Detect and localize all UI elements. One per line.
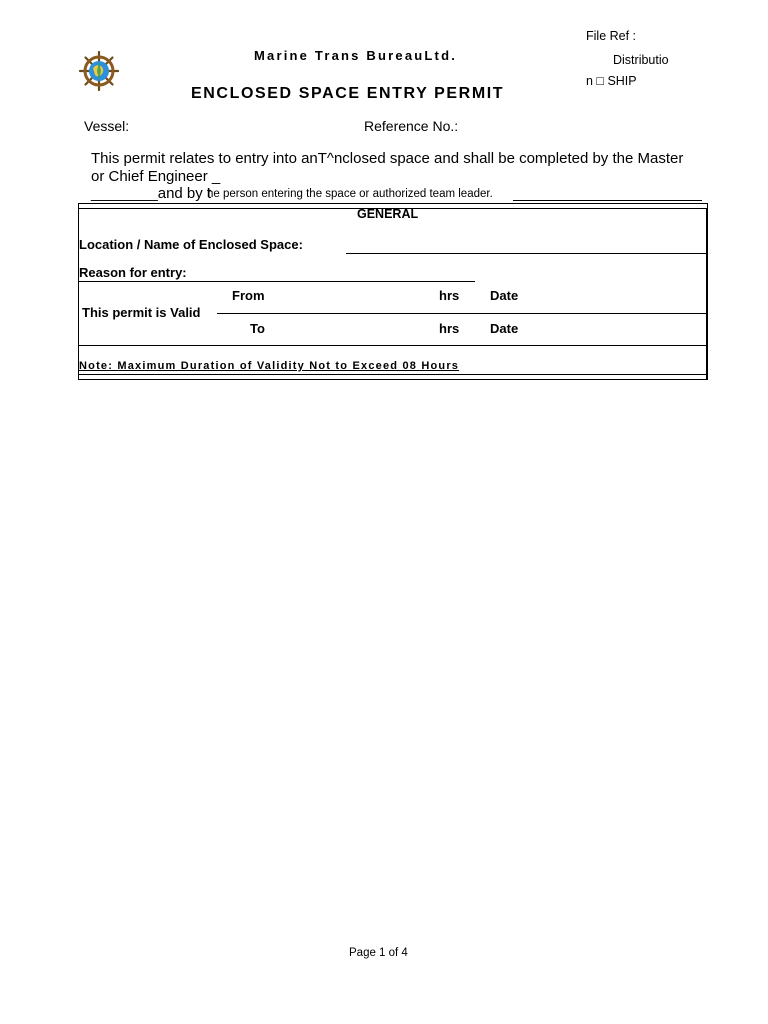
location-input-line[interactable]	[346, 253, 708, 254]
company-name: Marine Trans BureauLtd.	[254, 48, 458, 63]
general-section	[78, 203, 708, 380]
validity-note: Note: Maximum Duration of Validity Not to Exceed 08 Hours	[79, 360, 460, 372]
location-label: Location / Name of Enclosed Space:	[79, 237, 303, 252]
permit-valid-label: This permit is Valid	[82, 305, 201, 320]
reference-no-label: Reference No.:	[364, 118, 459, 134]
page-number: Page 1 of 4	[349, 947, 408, 959]
form-title: ENCLOSED SPACE ENTRY PERMIT	[191, 85, 505, 102]
intro-text-line-1: This permit relates to entry into anT^nclosed space and shall be completed by the Master	[91, 150, 684, 167]
reason-label: Reason for entry:	[79, 265, 187, 280]
reason-input-line[interactable]	[78, 281, 475, 282]
general-inner-right-rule	[706, 209, 707, 380]
valid-divider	[217, 313, 708, 314]
valid-from-hrs-label: hrs	[439, 288, 460, 303]
intro-text-line-2: or Chief Engineer _	[91, 168, 221, 185]
vessel-label: Vessel:	[84, 118, 130, 134]
valid-to-date-label: Date	[490, 321, 519, 336]
valid-to-label: To	[250, 321, 265, 336]
intro-underline	[513, 200, 702, 201]
valid-from-label: From	[232, 288, 265, 303]
company-logo	[78, 50, 120, 92]
general-heading: GENERAL	[357, 207, 419, 221]
valid-from-date-label: Date	[490, 288, 519, 303]
note-top-rule	[78, 345, 708, 346]
intro-text-line-3-cont: he person entering the space or authorized team leader.	[207, 188, 493, 200]
distribution-label: Distributio	[613, 53, 669, 67]
note-bottom-rule	[78, 374, 708, 375]
distribution-ship-checkbox-label: n □ SHIP	[586, 74, 637, 88]
file-ref-label: File Ref :	[586, 29, 637, 43]
intro-text-line-3: ________and by t	[91, 185, 212, 202]
valid-to-hrs-label: hrs	[439, 321, 460, 336]
